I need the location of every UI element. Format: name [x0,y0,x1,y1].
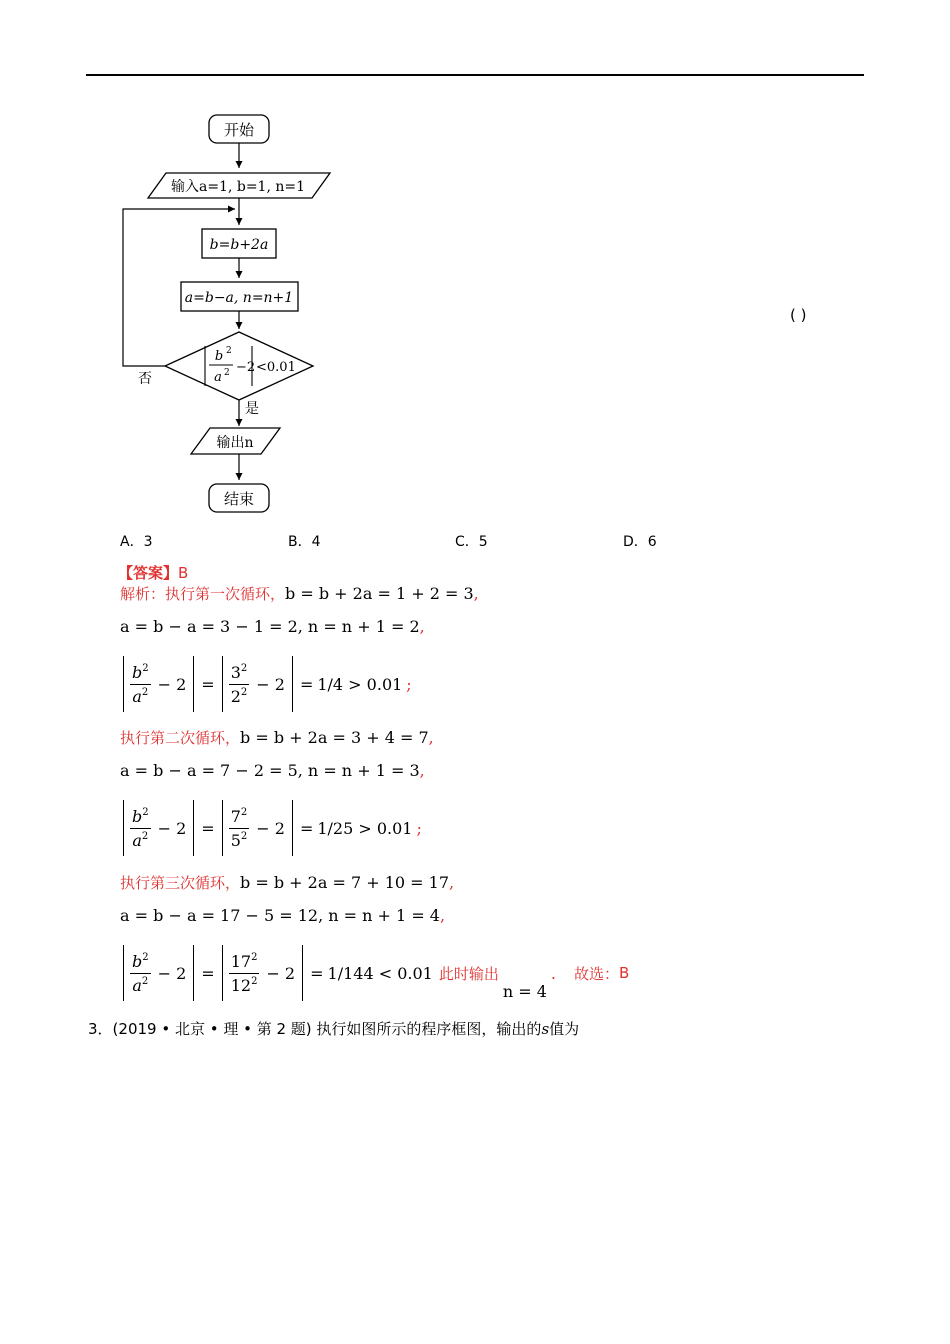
header-rule [86,74,864,76]
loop1-b-line: 解析：执行第一次循环，b = b + 2a = 1 + 2 = 3, [120,584,479,603]
svg-text:−2: −2 [236,360,256,375]
output-n: n = 4 [502,981,547,1001]
flowchart [110,105,350,525]
loop3-a-line: a = b − a = 17 − 5 = 12, n = n + 1 = 4, [120,906,446,925]
conclusion-text: 此时输出 [438,964,499,983]
loop2-abs-row: $\frac{b^2}{a^2}$ − 2 = $\frac{7^2}{5^2}$ − 2 = 1/25 > 0.01 ; [120,796,422,860]
flow-start-text: 开始 [223,121,255,139]
loop1-intro: 解析：执行第一次循环， [120,585,286,603]
answer-paren: ( ) [790,306,807,324]
svg-text:2: 2 [226,346,232,356]
question-3-text: 3．(2019 • 北京 • 理 • 第 2 题) 执行如图所示的程序框图，输出的 [88,1020,542,1038]
loop3-intro: 执行第三次循环， [120,874,241,892]
loop3-b-line: 执行第三次循环，b = b + 2a = 7 + 10 = 17, [120,873,455,892]
question-3-var: s [541,1020,550,1038]
loop3-a-eq: a = b − a = 17 − 5 = 12, n = n + 1 = 4 [120,906,440,925]
flow-output-text: 输出n [216,435,254,451]
answer-tag: 【答案】 [118,564,179,582]
loop2-intro: 执行第二次循环， [120,729,241,747]
option-b: B．4 [288,534,321,550]
options-row [0,531,950,551]
loop2-b-eq: b = b + 2a = 3 + 4 = 7 [240,728,429,747]
flow-decision-rhs: <0.01 [256,360,296,375]
loop2-a-line: a = b − a = 7 − 2 = 5, n = n + 1 = 3, [120,761,425,780]
flow-decision-a2: a [214,370,222,385]
question-3 [88,1018,579,1039]
loop3-cmp: 1/144 < 0.01 [327,963,433,983]
loop1-a-line: a = b − a = 3 − 1 = 2, n = n + 1 = 2, [120,617,425,636]
loop1-abs-row: $\frac{b^2}{a^2}$ − 2 = $\frac{3^2}{2^2}$ − 2 = 1/4 > 0.01 ; [120,652,412,716]
option-d: D．6 [623,534,657,550]
choose-value: B [619,964,630,982]
flow-yes-label: 是 [245,401,259,417]
option-a: A．3 [120,534,153,550]
loop2-b-line: 执行第二次循环，b = b + 2a = 3 + 4 = 7, [120,728,434,747]
choose-text: 故选： [574,964,620,983]
loop2-a-eq: a = b − a = 7 − 2 = 5, n = n + 1 = 3 [120,761,420,780]
option-c: C．5 [455,534,488,550]
flow-step2-text: a=b−a, n=n+1 [184,290,294,306]
loop3-b-eq: b = b + 2a = 7 + 10 = 17 [240,873,450,892]
loop3-abs-row: $\frac{b^2}{a^2}$ − 2 = $\frac{17^2}{12^2}$ − 2 = 1/144 < 0.01 此时输出 n = 4 . 故选： B [120,941,629,1005]
flow-no-label: 否 [138,371,152,387]
answer-line [118,562,188,583]
flow-end-text: 结束 [223,490,255,508]
loop1-b-eq: b = b + 2a = 1 + 2 = 3 [285,584,474,603]
loop1-cmp: 1/4 > 0.01 [317,674,403,694]
flow-decision-b2: b [214,349,224,364]
flow-input-text: 输入a=1, b=1, n=1 [170,179,306,195]
loop2-cmp: 1/25 > 0.01 [317,818,413,838]
answer-value: B [178,564,189,582]
svg-text:2: 2 [224,368,230,378]
loop1-a-eq: a = b − a = 3 − 1 = 2, n = n + 1 = 2 [120,617,420,636]
question-3-tail: 值为 [549,1020,580,1038]
flow-step1-text: b=b+2a [209,237,269,253]
